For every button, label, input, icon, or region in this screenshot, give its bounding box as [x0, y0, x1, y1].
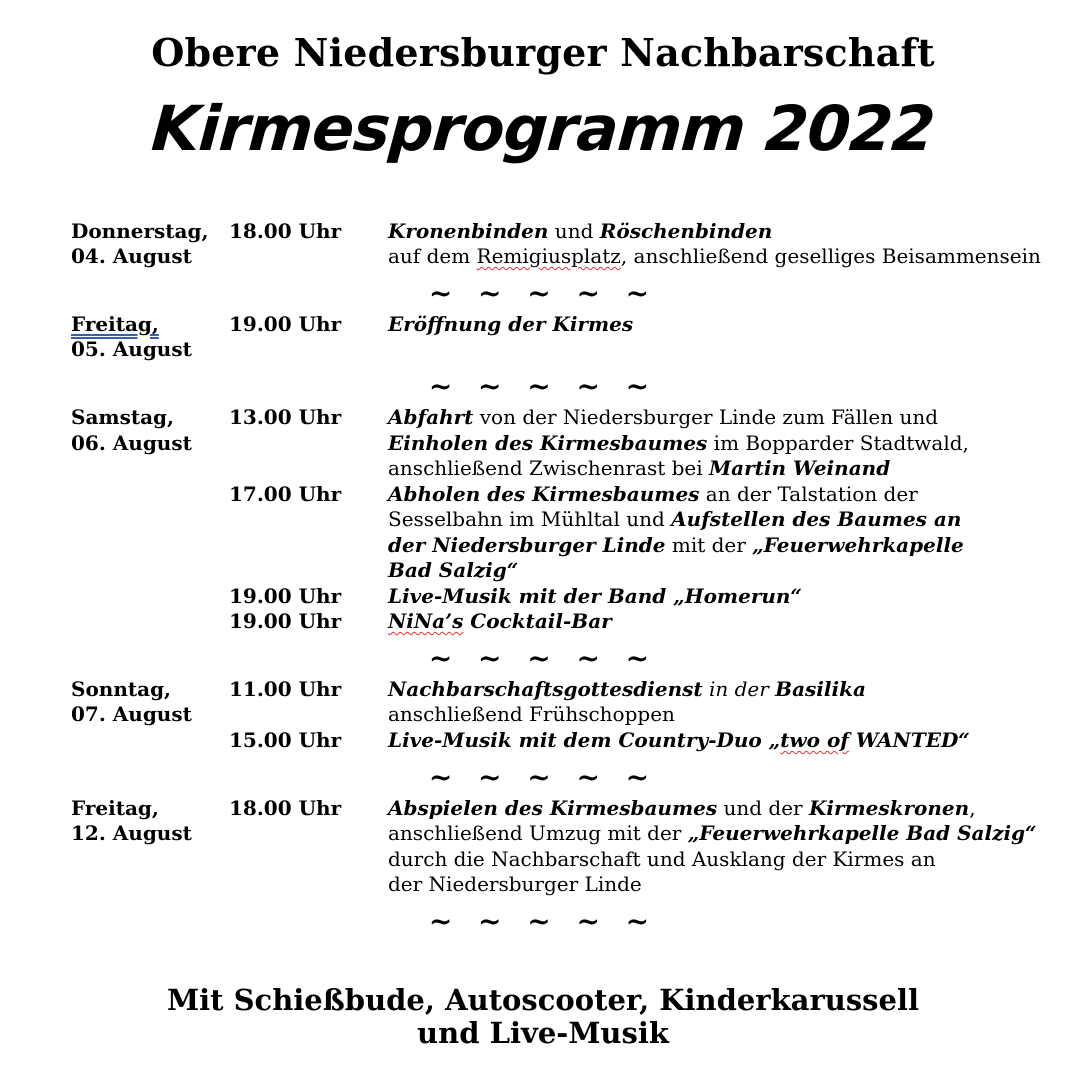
schedule-row: [0, 796, 1086, 821]
schedule-row: [0, 609, 1086, 634]
schedule-row: [0, 244, 1086, 269]
event-description: der Niedersburger Linde mit der „Feuerwehrkapelle: [388, 533, 964, 557]
footer-line-2: und Live-Musik: [417, 1016, 669, 1050]
section-separator: ~ ~ ~ ~ ~: [428, 277, 658, 310]
day-date: 12. August: [71, 821, 192, 845]
schedule-row: [0, 431, 1086, 456]
event-time: 11.00 Uhr: [229, 677, 342, 701]
day-date: 06. August: [71, 431, 192, 455]
schedule-row: [0, 847, 1086, 872]
footer-line-1: Mit Schießbude, Autoscooter, Kinderkarussell: [167, 983, 919, 1017]
day-name: Freitag,: [71, 312, 159, 336]
schedule-row: [0, 558, 1086, 583]
section-separator: ~ ~ ~ ~ ~: [428, 761, 658, 794]
event-time: 19.00 Uhr: [229, 312, 342, 336]
schedule-row: [0, 219, 1086, 244]
day-name: Sonntag,: [71, 677, 172, 701]
event-time: 18.00 Uhr: [229, 796, 342, 820]
event-description: Nachbarschaftsgottesdienst in der Basilika: [388, 677, 866, 701]
event-description: der Niedersburger Linde: [388, 872, 642, 896]
event-description: Eröffnung der Kirmes: [388, 312, 634, 336]
event-description: anschließend Zwischenrast bei Martin Weinand: [388, 456, 891, 480]
schedule-row: [0, 507, 1086, 532]
section-separator: ~ ~ ~ ~ ~: [428, 905, 658, 938]
schedule-row: [0, 702, 1086, 727]
schedule-row: [0, 728, 1086, 753]
event-description: Abspielen des Kirmesbaumes und der Kirmeskronen,: [388, 796, 976, 820]
day-name: Samstag,: [71, 405, 174, 429]
event-description: Abholen des Kirmesbaumes an der Talstation der: [388, 482, 918, 506]
day-date: 05. August: [71, 337, 192, 361]
event-description: Live-Musik mit der Band „Homerun“: [388, 584, 802, 608]
schedule-row: [0, 872, 1086, 897]
section-separator: ~ ~ ~ ~ ~: [428, 370, 658, 403]
event-description: NiNa’s Cocktail-Bar: [388, 609, 612, 633]
event-time: 13.00 Uhr: [229, 405, 342, 429]
event-description: Live-Musik mit dem Country-Duo „two of WANTED“: [388, 728, 970, 752]
schedule-row: [0, 312, 1086, 337]
event-description: Abfahrt von der Niedersburger Linde zum Fällen und: [388, 405, 939, 429]
event-time: 15.00 Uhr: [229, 728, 342, 752]
event-description: Bad Salzig“: [388, 558, 519, 582]
schedule-row: [0, 584, 1086, 609]
event-time: 18.00 Uhr: [229, 219, 342, 243]
day-date: 04. August: [71, 244, 192, 268]
event-description: auf dem Remigiusplatz, anschließend geselliges Beisammensein: [388, 244, 1041, 268]
schedule-row: [0, 821, 1086, 846]
schedule-row: [0, 405, 1086, 430]
event-description: durch die Nachbarschaft und Ausklang der Kirmes an: [388, 847, 936, 871]
event-description: Sesselbahn im Mühltal und Aufstellen des Baumes an: [388, 507, 962, 531]
schedule-row: [0, 337, 1086, 362]
schedule-row: [0, 456, 1086, 481]
event-time: 19.00 Uhr: [229, 609, 342, 633]
event-time: 19.00 Uhr: [229, 584, 342, 608]
event-description: anschließend Umzug mit der „Feuerwehrkapelle Bad Salzig“: [388, 821, 1037, 845]
day-date: 07. August: [71, 702, 192, 726]
schedule-row: [0, 677, 1086, 702]
program-title: Kirmesprogramm 2022: [149, 92, 937, 165]
section-separator: ~ ~ ~ ~ ~: [428, 642, 658, 675]
schedule-row: [0, 482, 1086, 507]
schedule-row: [0, 533, 1086, 558]
day-name: Freitag,: [71, 796, 159, 820]
event-time: 17.00 Uhr: [229, 482, 342, 506]
event-description: Einholen des Kirmesbaumes im Bopparder Stadtwald,: [388, 431, 969, 455]
event-description: anschließend Frühschoppen: [388, 702, 675, 726]
organization-heading: Obere Niedersburger Nachbarschaft: [151, 30, 935, 75]
event-description: Kronenbinden und Röschenbinden: [388, 219, 773, 243]
day-name: Donnerstag,: [71, 219, 209, 243]
